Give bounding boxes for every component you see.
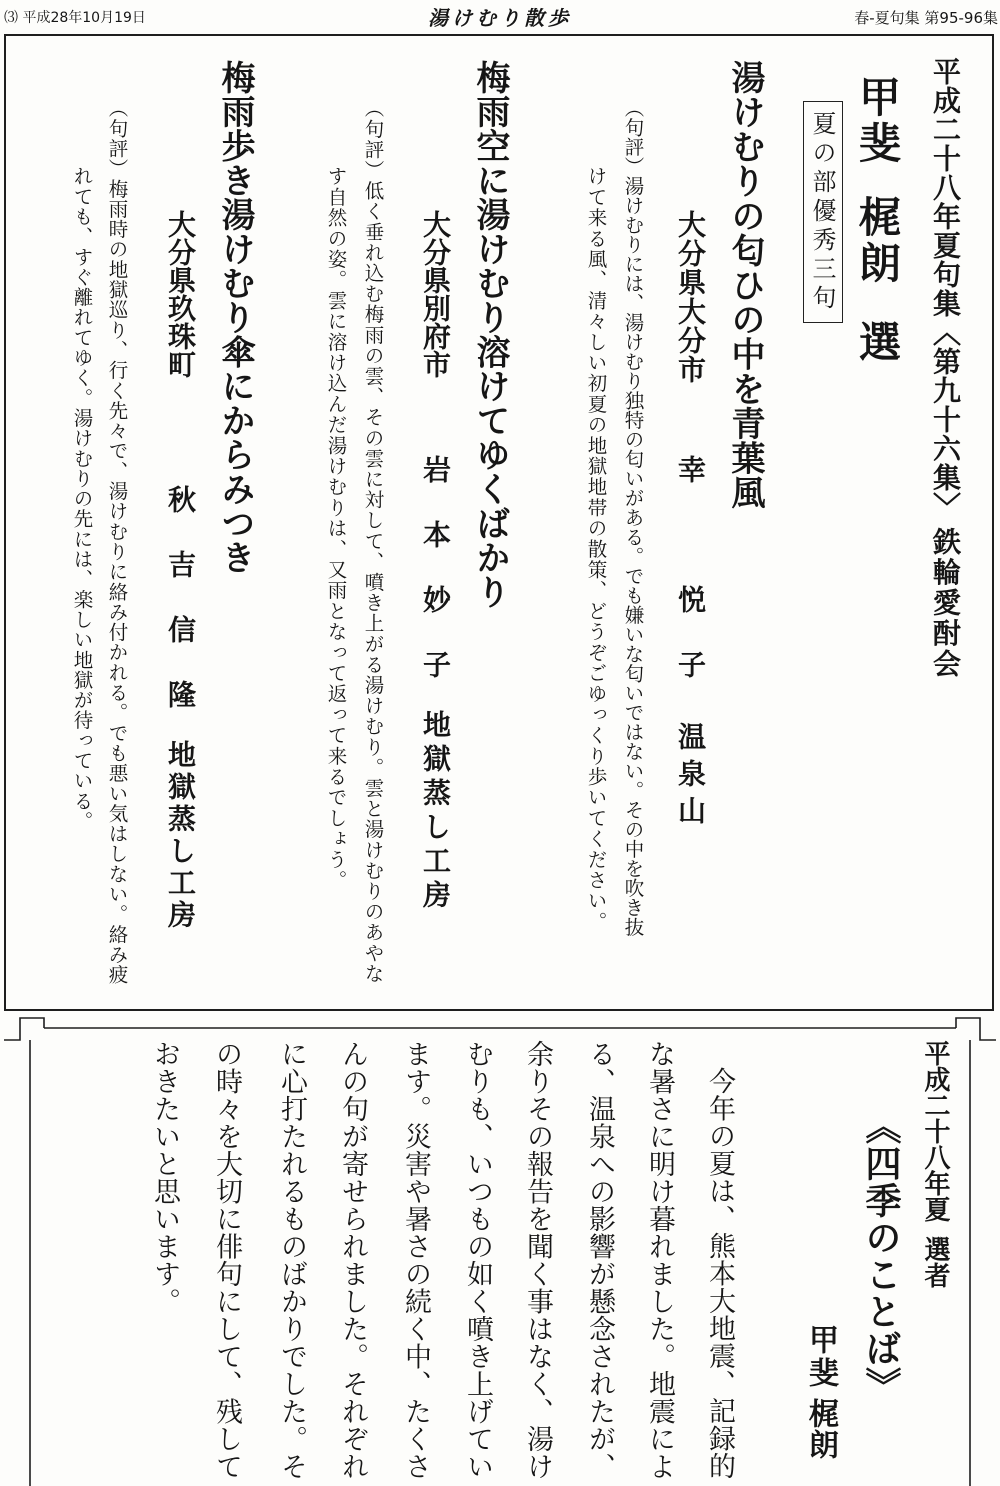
author-affiliation: 地獄蒸し工房 (419, 710, 452, 914)
author-location: 大分県玖珠町 (164, 210, 197, 378)
critique-line: けて来る風、清々しい初夏の地獄地帯の散策、どうぞごゆっくり歩いてください。 (584, 166, 608, 932)
essay-byline-role: 選者 (920, 1236, 950, 1288)
essay-line: 余りその報告を聞く事はなく、湯け (522, 1040, 553, 1480)
essay-author-given-name: 梶朗 (803, 1398, 838, 1460)
critique-line: （句評）梅雨時の地獄巡り、行く先々で、湯けむりに絡み付かれる。でも悪い気はしない。絡み疲 (105, 98, 129, 985)
award-label: 夏の部優秀三句 (808, 111, 836, 314)
essay-line: る、温泉への影響が懸念されたが、 (584, 1040, 615, 1480)
selector-role: 選 (853, 320, 902, 362)
author-affiliation: 温泉山 (674, 722, 707, 833)
newsletter-title: 湯けむり散歩 (428, 6, 572, 30)
selector-surname: 甲斐 (853, 75, 902, 167)
author-location: 大分県大分市 (674, 210, 707, 384)
haiku-text: 湯けむりの匂ひの中を青葉風 (725, 60, 765, 510)
frame-right-ornament (956, 1018, 996, 1040)
critique-line: （句評）低く垂れ込む梅雨の雲、その雲に対して、噴き上がる湯けむり。雲と湯けむりのあやな (361, 98, 385, 984)
page-header-left (4, 7, 146, 29)
essay-line: な暑さに明け暮れました。地震によ (644, 1040, 675, 1480)
critique-line: れても、すぐ離れてゆく。湯けむりの先には、楽しい地獄が待っている。 (70, 166, 94, 831)
critique-line: す自然の姿。雲に溶け込んだ湯けむりは、又雨となって返って来るでしょう。 (324, 166, 348, 891)
page-number: ⑶ (4, 10, 18, 26)
author-affiliation: 地獄蒸し工房 (164, 740, 197, 932)
essay-line: の時々を大切に俳句にして、残して (211, 1040, 242, 1480)
author-name: 秋吉信隆 (164, 485, 197, 745)
issue-date: 平成28年10月19日 (22, 10, 146, 26)
essay-title: 《四季のことば》 (860, 1108, 901, 1404)
essay-line: に心打たれるものばかりでした。そ (276, 1040, 307, 1480)
author-location: 大分県別府市 (419, 210, 452, 378)
society-name: 鉄輪愛酎会 (929, 527, 962, 680)
essay-line: んの句が寄せられました。それぞれ (337, 1040, 368, 1480)
essay-line: むりも、いつもの如く噴き上げてい (462, 1040, 493, 1480)
collection-label: 春-夏句集 第95-96集 (854, 9, 998, 27)
frame-left-ornament (4, 1018, 44, 1040)
essay-byline-date: 平成二十八年夏 (920, 1040, 950, 1222)
haiku-text: 梅雨歩き湯けむり傘にからみつき (215, 60, 255, 575)
essay-line: 今年の夏は、熊本大地震、記録的 (704, 1067, 735, 1480)
author-name: 幸 悦子 (674, 455, 707, 715)
author-name: 岩本妙子 (419, 455, 452, 715)
essay-line: おきたいと思います。 (149, 1040, 180, 1315)
selector-given-name: 梶朗 (853, 195, 902, 287)
haiku-text: 梅雨空に湯けむり溶けてゆくばかり (470, 60, 510, 609)
collection-heading: 平成二十八年夏句集〈第九十六集〉 (929, 57, 962, 521)
essay-author-surname: 甲斐 (803, 1324, 838, 1390)
award-label-box (803, 101, 843, 323)
essay-line: ます。災害や暑さの続く中、たくさ (400, 1040, 431, 1480)
critique-line: （句評）湯けむりには、湯けむり独特の匂いがある。でも嫌いな匂いではない。その中を吹き抜 (621, 98, 645, 937)
